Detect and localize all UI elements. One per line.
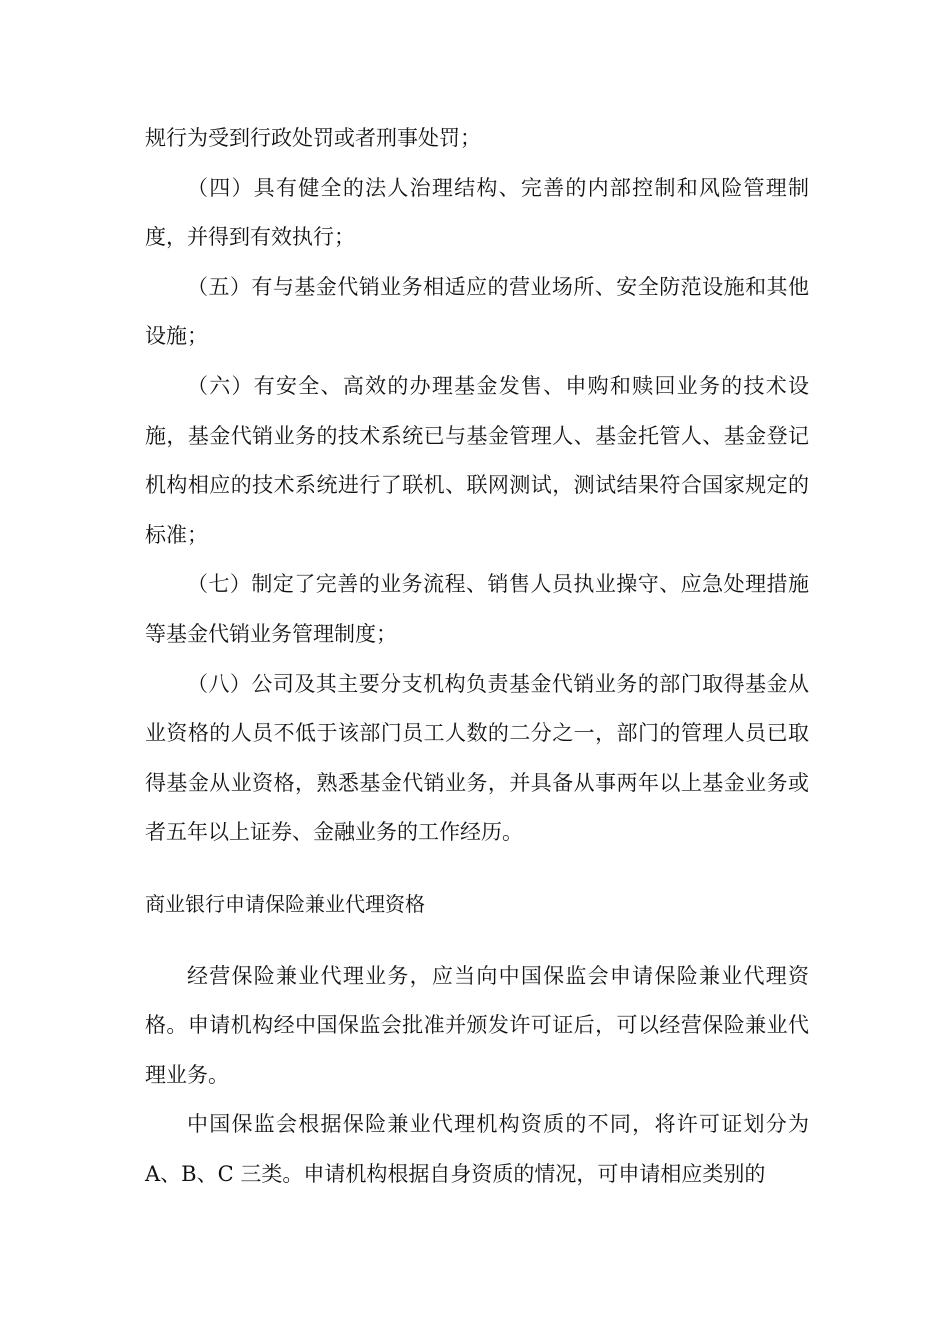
paragraph-item-6: （六）有安全、高效的办理基金发售、申购和赎回业务的技术设施，基金代销业务的技术系统已与基金管理人、基金托管人、基金登记机构相应的技术系统进行了联机、联网测试，测试结果符合国家规定的标准； bbox=[145, 373, 809, 547]
paragraph: 中国保监会根据保险兼业代理机构资质的不同，将许可证划分为 A、B、C 三类。申请机构根据自身资质的情况，可申请相应类别的 bbox=[145, 1112, 809, 1186]
paragraph-item-4: （四）具有健全的法人治理结构、完善的内部控制和风险管理制度，并得到有效执行； bbox=[145, 175, 809, 250]
document-page bbox=[145, 114, 809, 1199]
paragraph-item-8: （八）公司及其主要分支机构负责基金代销业务的部门取得基金从业资格的人员不低于该部门员工人数的二分之一，部门的管理人员已取得基金从业资格，熟悉基金代销业务，并具备从事两年以上基金业务或者五年以上证券、金融业务的工作经历。 bbox=[145, 671, 809, 845]
paragraph: 规行为受到行政处罚或者刑事处罚； bbox=[145, 126, 481, 150]
paragraph-item-7: （七）制定了完善的业务流程、销售人员执业操守、应急处理措施等基金代销业务管理制度； bbox=[145, 572, 809, 646]
paragraph-item-5: （五）有与基金代销业务相适应的营业场所、安全防范设施和其他设施； bbox=[145, 274, 809, 349]
section-heading: 商业银行申请保险兼业代理资格 bbox=[145, 891, 425, 916]
paragraph: 经营保险兼业代理业务，应当向中国保监会申请保险兼业代理资格。申请机构经中国保监会批准并颁发许可证后，可以经营保险兼业代理业务。 bbox=[145, 963, 809, 1087]
